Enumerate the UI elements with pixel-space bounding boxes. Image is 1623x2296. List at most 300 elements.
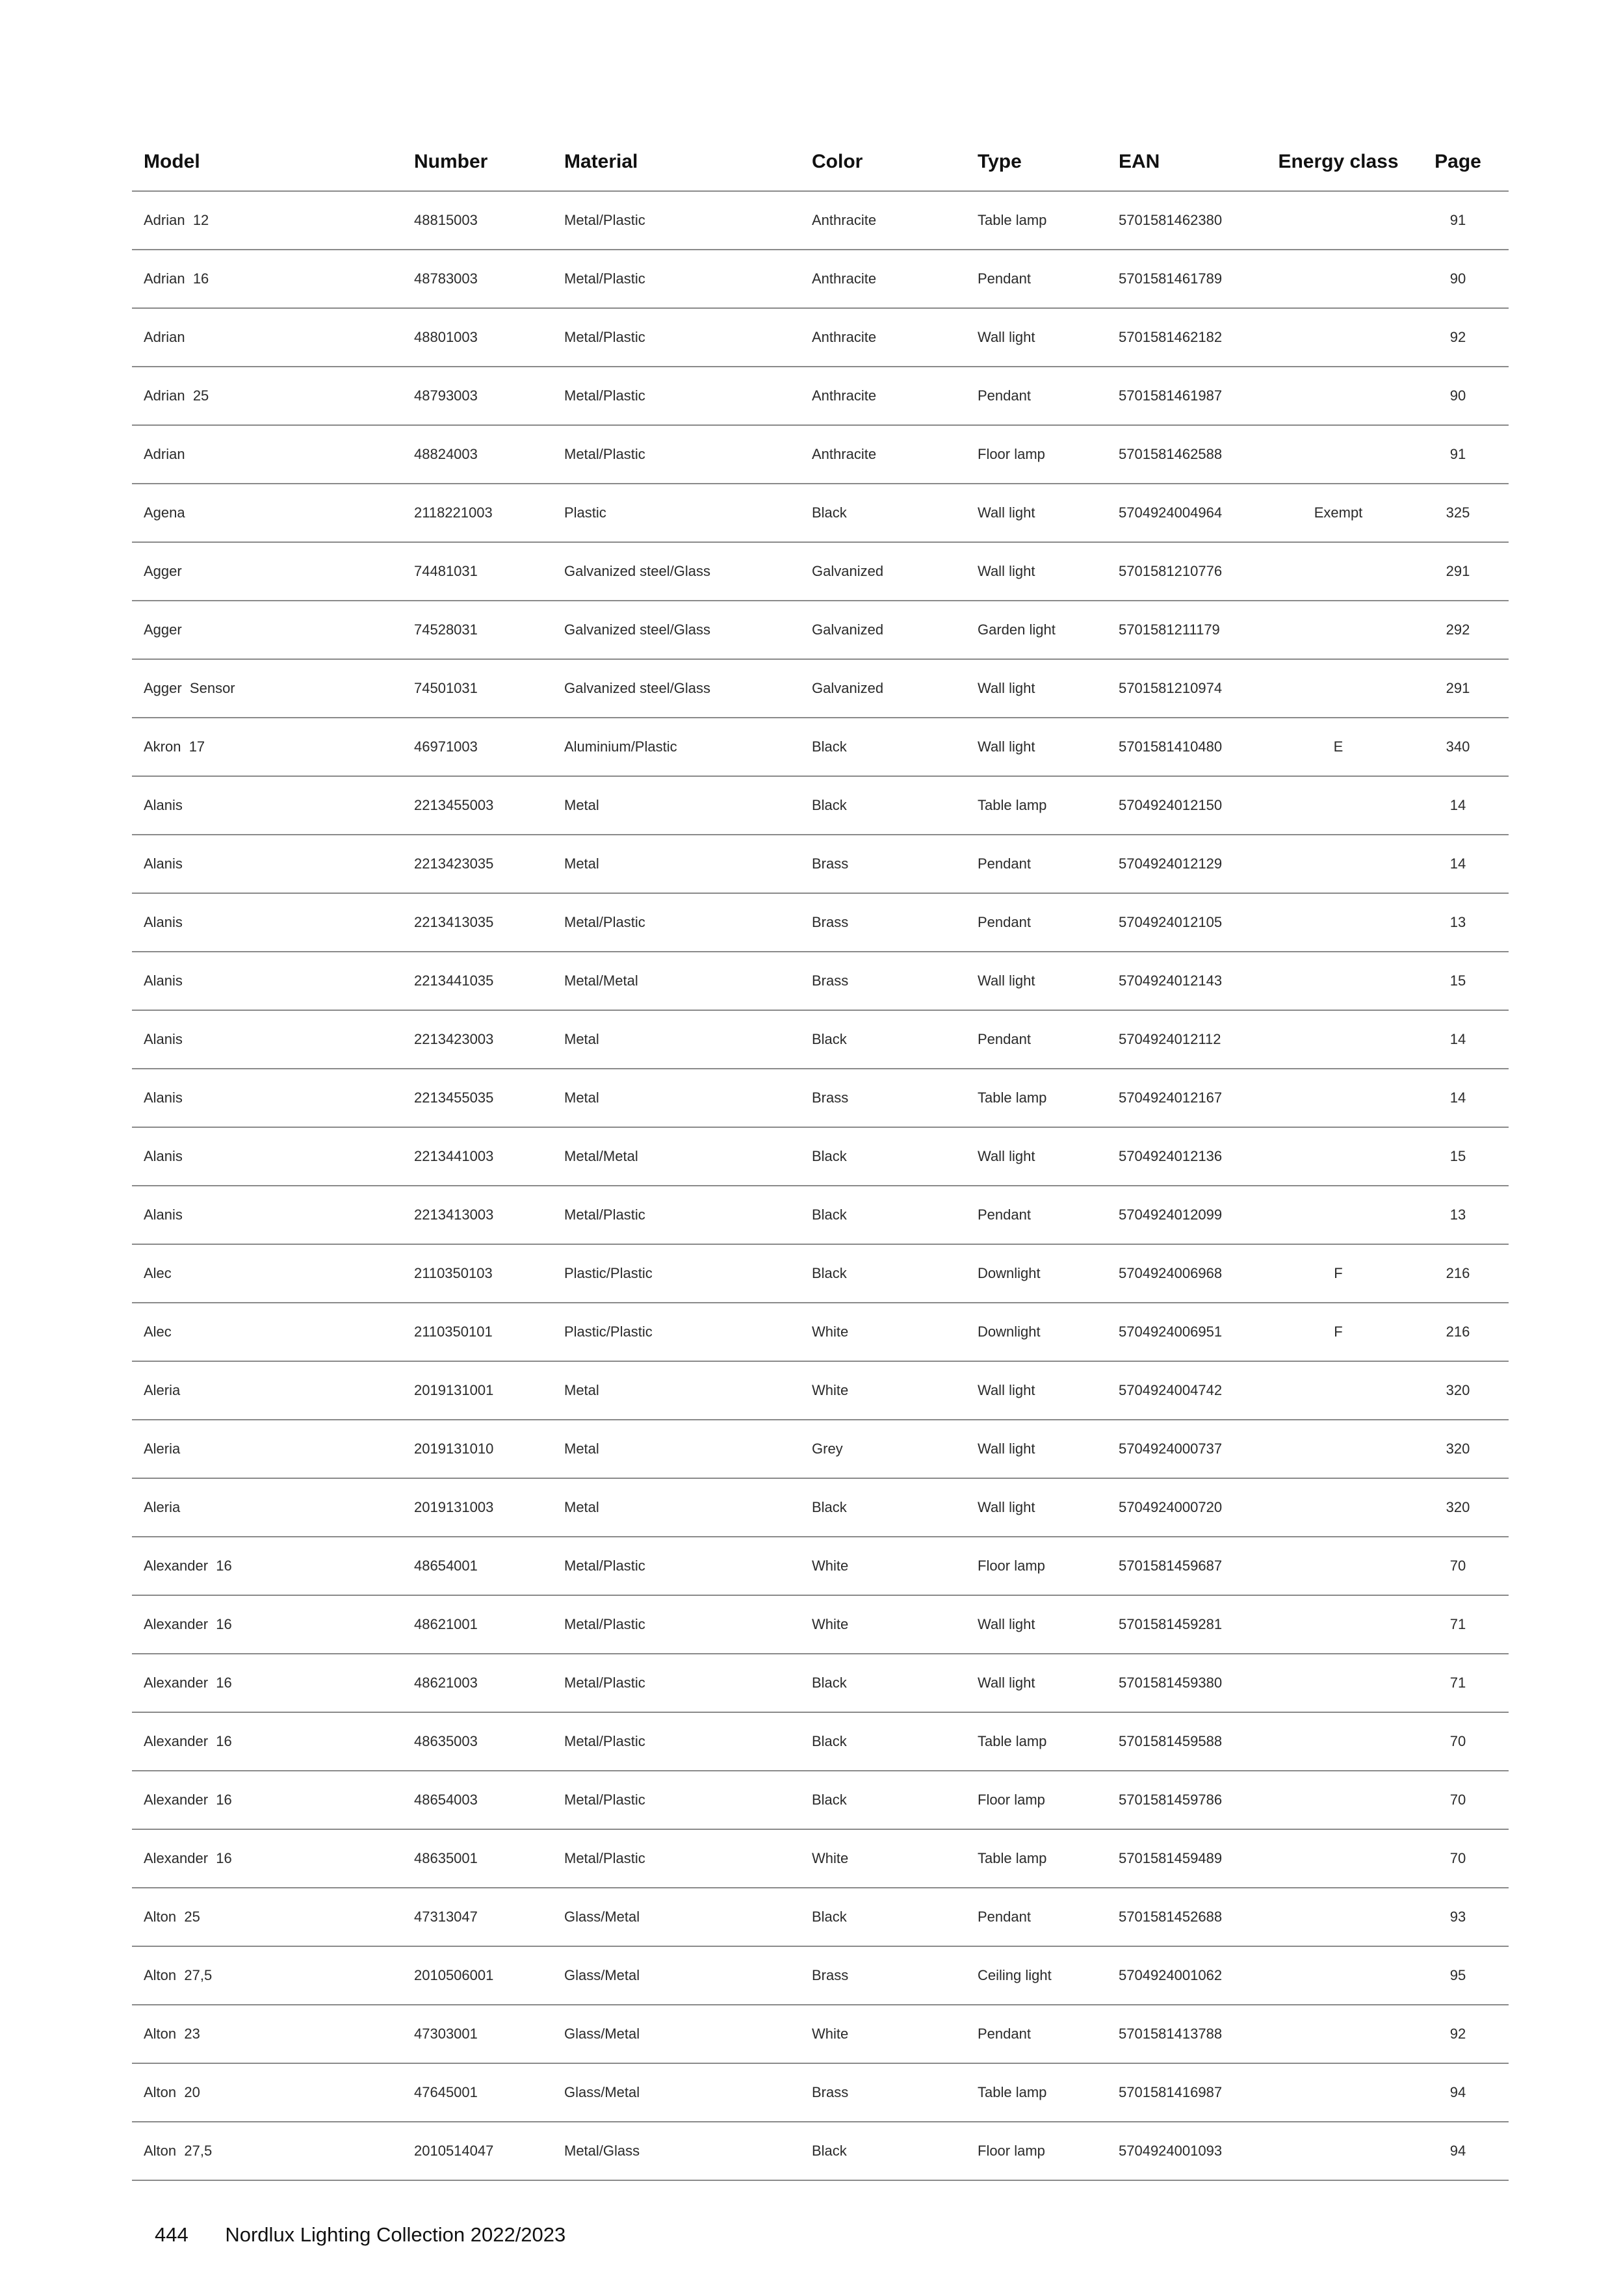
cell-model: Agger Sensor xyxy=(132,659,402,718)
table-row xyxy=(132,367,1509,425)
cell-material: Metal/Plastic xyxy=(552,367,800,425)
cell-energy-class xyxy=(1269,250,1407,308)
table-row xyxy=(132,1888,1509,1946)
cell-model: Alanis xyxy=(132,776,402,835)
cell-energy-class xyxy=(1269,2063,1407,2122)
cell-color: White xyxy=(800,1829,966,1888)
cell-color: Black xyxy=(800,1654,966,1712)
cell-material: Metal/Metal xyxy=(552,952,800,1010)
cell-type: Floor lamp xyxy=(966,1537,1107,1595)
cell-ean: 5701581211179 xyxy=(1107,601,1269,659)
cell-page: 95 xyxy=(1407,1946,1509,2005)
cell-material: Plastic xyxy=(552,484,800,542)
cell-energy-class xyxy=(1269,601,1407,659)
cell-number: 2110350101 xyxy=(402,1303,552,1361)
cell-type: Pendant xyxy=(966,367,1107,425)
cell-ean: 5701581462380 xyxy=(1107,191,1269,250)
cell-energy-class: E xyxy=(1269,718,1407,776)
cell-energy-class xyxy=(1269,1069,1407,1127)
cell-model: Alec xyxy=(132,1303,402,1361)
cell-material: Metal xyxy=(552,1361,800,1420)
header-material: Material xyxy=(552,133,800,191)
cell-material: Metal/Plastic xyxy=(552,1595,800,1654)
cell-ean: 5701581459588 xyxy=(1107,1712,1269,1771)
cell-energy-class xyxy=(1269,542,1407,601)
product-table xyxy=(132,133,1509,2181)
cell-page: 291 xyxy=(1407,659,1509,718)
table-row xyxy=(132,250,1509,308)
cell-ean: 5704924012150 xyxy=(1107,776,1269,835)
table-row xyxy=(132,1771,1509,1829)
cell-energy-class xyxy=(1269,1654,1407,1712)
table-row xyxy=(132,191,1509,250)
cell-number: 48621003 xyxy=(402,1654,552,1712)
table-row xyxy=(132,1361,1509,1420)
cell-ean: 5704924006968 xyxy=(1107,1244,1269,1303)
cell-material: Aluminium/Plastic xyxy=(552,718,800,776)
cell-ean: 5704924012112 xyxy=(1107,1010,1269,1069)
cell-number: 47645001 xyxy=(402,2063,552,2122)
cell-type: Wall light xyxy=(966,1654,1107,1712)
table-row xyxy=(132,2122,1509,2180)
cell-color: Brass xyxy=(800,952,966,1010)
cell-energy-class xyxy=(1269,425,1407,484)
cell-type: Floor lamp xyxy=(966,425,1107,484)
cell-energy-class xyxy=(1269,835,1407,893)
cell-energy-class xyxy=(1269,776,1407,835)
cell-page: 15 xyxy=(1407,952,1509,1010)
cell-energy-class xyxy=(1269,191,1407,250)
cell-material: Plastic/Plastic xyxy=(552,1244,800,1303)
cell-number: 48635001 xyxy=(402,1829,552,1888)
cell-color: Black xyxy=(800,718,966,776)
table-row xyxy=(132,542,1509,601)
cell-ean: 5701581210776 xyxy=(1107,542,1269,601)
cell-model: Adrian 25 xyxy=(132,367,402,425)
cell-type: Pendant xyxy=(966,835,1107,893)
cell-model: Alexander 16 xyxy=(132,1712,402,1771)
cell-material: Metal xyxy=(552,776,800,835)
cell-color: White xyxy=(800,1303,966,1361)
cell-type: Pendant xyxy=(966,250,1107,308)
cell-number: 2213423003 xyxy=(402,1010,552,1069)
cell-type: Table lamp xyxy=(966,1069,1107,1127)
table-row xyxy=(132,1478,1509,1537)
cell-number: 48783003 xyxy=(402,250,552,308)
cell-model: Alanis xyxy=(132,1010,402,1069)
cell-color: White xyxy=(800,1361,966,1420)
cell-color: Anthracite xyxy=(800,367,966,425)
cell-ean: 5704924001062 xyxy=(1107,1946,1269,2005)
cell-color: Brass xyxy=(800,893,966,952)
cell-ean: 5701581459380 xyxy=(1107,1654,1269,1712)
cell-model: Aleria xyxy=(132,1420,402,1478)
cell-material: Glass/Metal xyxy=(552,1946,800,2005)
cell-energy-class xyxy=(1269,659,1407,718)
cell-ean: 5701581459489 xyxy=(1107,1829,1269,1888)
cell-type: Wall light xyxy=(966,952,1107,1010)
cell-energy-class xyxy=(1269,1537,1407,1595)
table-row xyxy=(132,835,1509,893)
cell-ean: 5701581210974 xyxy=(1107,659,1269,718)
cell-material: Metal/Plastic xyxy=(552,1829,800,1888)
table-row xyxy=(132,1595,1509,1654)
cell-color: Anthracite xyxy=(800,191,966,250)
table-row xyxy=(132,1829,1509,1888)
cell-page: 90 xyxy=(1407,367,1509,425)
cell-type: Downlight xyxy=(966,1244,1107,1303)
cell-number: 48793003 xyxy=(402,367,552,425)
cell-material: Metal/Plastic xyxy=(552,1186,800,1244)
cell-energy-class xyxy=(1269,1010,1407,1069)
cell-type: Ceiling light xyxy=(966,1946,1107,2005)
cell-type: Wall light xyxy=(966,1420,1107,1478)
cell-page: 340 xyxy=(1407,718,1509,776)
cell-color: Galvanized xyxy=(800,659,966,718)
cell-energy-class xyxy=(1269,1712,1407,1771)
cell-number: 2010506001 xyxy=(402,1946,552,2005)
cell-color: Brass xyxy=(800,835,966,893)
table-row xyxy=(132,308,1509,367)
cell-model: Alton 27,5 xyxy=(132,1946,402,2005)
cell-page: 14 xyxy=(1407,1069,1509,1127)
cell-material: Metal/Plastic xyxy=(552,1771,800,1829)
cell-energy-class xyxy=(1269,1946,1407,2005)
cell-color: White xyxy=(800,2005,966,2063)
cell-material: Metal/Plastic xyxy=(552,425,800,484)
cell-page: 70 xyxy=(1407,1537,1509,1595)
cell-energy-class xyxy=(1269,952,1407,1010)
cell-number: 74481031 xyxy=(402,542,552,601)
cell-material: Metal/Plastic xyxy=(552,1537,800,1595)
cell-model: Agger xyxy=(132,601,402,659)
cell-material: Metal xyxy=(552,1069,800,1127)
cell-number: 2213455003 xyxy=(402,776,552,835)
cell-number: 2213413003 xyxy=(402,1186,552,1244)
cell-model: Alton 20 xyxy=(132,2063,402,2122)
cell-model: Alanis xyxy=(132,1186,402,1244)
cell-energy-class xyxy=(1269,2122,1407,2180)
cell-model: Alton 27,5 xyxy=(132,2122,402,2180)
cell-material: Galvanized steel/Glass xyxy=(552,601,800,659)
header-page: Page xyxy=(1407,133,1509,191)
cell-color: Black xyxy=(800,1127,966,1186)
cell-model: Alexander 16 xyxy=(132,1595,402,1654)
cell-model: Alton 23 xyxy=(132,2005,402,2063)
table-row xyxy=(132,1186,1509,1244)
cell-ean: 5701581461789 xyxy=(1107,250,1269,308)
cell-ean: 5701581461987 xyxy=(1107,367,1269,425)
table-body xyxy=(132,191,1509,2180)
cell-page: 71 xyxy=(1407,1595,1509,1654)
cell-ean: 5701581459687 xyxy=(1107,1537,1269,1595)
cell-type: Table lamp xyxy=(966,1829,1107,1888)
header-ean: EAN xyxy=(1107,133,1269,191)
cell-material: Glass/Metal xyxy=(552,2005,800,2063)
cell-color: Black xyxy=(800,1771,966,1829)
cell-model: Agena xyxy=(132,484,402,542)
cell-number: 2010514047 xyxy=(402,2122,552,2180)
cell-page: 70 xyxy=(1407,1829,1509,1888)
cell-energy-class xyxy=(1269,1478,1407,1537)
cell-number: 2110350103 xyxy=(402,1244,552,1303)
cell-number: 2213455035 xyxy=(402,1069,552,1127)
cell-page: 13 xyxy=(1407,1186,1509,1244)
cell-material: Metal xyxy=(552,1420,800,1478)
cell-energy-class xyxy=(1269,367,1407,425)
cell-number: 2213413035 xyxy=(402,893,552,952)
cell-number: 74501031 xyxy=(402,659,552,718)
cell-page: 91 xyxy=(1407,191,1509,250)
cell-number: 47313047 xyxy=(402,1888,552,1946)
header-number: Number xyxy=(402,133,552,191)
cell-type: Pendant xyxy=(966,2005,1107,2063)
cell-ean: 5704924000720 xyxy=(1107,1478,1269,1537)
cell-color: Black xyxy=(800,1186,966,1244)
table-row xyxy=(132,1127,1509,1186)
cell-number: 48635003 xyxy=(402,1712,552,1771)
cell-type: Pendant xyxy=(966,893,1107,952)
cell-number: 2019131001 xyxy=(402,1361,552,1420)
cell-ean: 5701581416987 xyxy=(1107,2063,1269,2122)
cell-page: 94 xyxy=(1407,2122,1509,2180)
cell-ean: 5704924006951 xyxy=(1107,1303,1269,1361)
cell-number: 2118221003 xyxy=(402,484,552,542)
cell-color: Brass xyxy=(800,1946,966,2005)
cell-number: 74528031 xyxy=(402,601,552,659)
cell-model: Alanis xyxy=(132,1127,402,1186)
header-color: Color xyxy=(800,133,966,191)
cell-type: Wall light xyxy=(966,718,1107,776)
cell-page: 15 xyxy=(1407,1127,1509,1186)
cell-page: 14 xyxy=(1407,776,1509,835)
cell-type: Table lamp xyxy=(966,1712,1107,1771)
page-number: 444 xyxy=(155,2223,188,2246)
cell-type: Wall light xyxy=(966,1595,1107,1654)
table-row xyxy=(132,1946,1509,2005)
cell-type: Floor lamp xyxy=(966,1771,1107,1829)
cell-material: Glass/Metal xyxy=(552,1888,800,1946)
cell-model: Alanis xyxy=(132,893,402,952)
cell-page: 93 xyxy=(1407,1888,1509,1946)
cell-type: Table lamp xyxy=(966,191,1107,250)
table-header-row xyxy=(132,133,1509,191)
cell-energy-class xyxy=(1269,1829,1407,1888)
table-row xyxy=(132,1712,1509,1771)
table-row xyxy=(132,1537,1509,1595)
cell-color: Anthracite xyxy=(800,308,966,367)
cell-material: Metal/Metal xyxy=(552,1127,800,1186)
table-row xyxy=(132,2005,1509,2063)
cell-ean: 5701581459786 xyxy=(1107,1771,1269,1829)
cell-ean: 5704924000737 xyxy=(1107,1420,1269,1478)
header-energy-class: Energy class xyxy=(1269,133,1407,191)
cell-color: Galvanized xyxy=(800,542,966,601)
cell-ean: 5701581413788 xyxy=(1107,2005,1269,2063)
table-row xyxy=(132,601,1509,659)
cell-model: Alec xyxy=(132,1244,402,1303)
cell-type: Wall light xyxy=(966,1127,1107,1186)
table-row xyxy=(132,659,1509,718)
cell-number: 2213441035 xyxy=(402,952,552,1010)
cell-ean: 5701581462588 xyxy=(1107,425,1269,484)
cell-type: Wall light xyxy=(966,659,1107,718)
table-row xyxy=(132,776,1509,835)
cell-energy-class xyxy=(1269,1127,1407,1186)
table-row xyxy=(132,1069,1509,1127)
cell-energy-class: Exempt xyxy=(1269,484,1407,542)
cell-number: 48654001 xyxy=(402,1537,552,1595)
cell-number: 2213441003 xyxy=(402,1127,552,1186)
cell-energy-class: F xyxy=(1269,1303,1407,1361)
cell-type: Wall light xyxy=(966,542,1107,601)
cell-ean: 5701581462182 xyxy=(1107,308,1269,367)
cell-page: 14 xyxy=(1407,835,1509,893)
cell-color: White xyxy=(800,1595,966,1654)
cell-page: 92 xyxy=(1407,308,1509,367)
cell-ean: 5704924012143 xyxy=(1107,952,1269,1010)
cell-material: Metal xyxy=(552,835,800,893)
cell-material: Metal/Plastic xyxy=(552,893,800,952)
cell-color: Black xyxy=(800,776,966,835)
cell-number: 48824003 xyxy=(402,425,552,484)
table-row xyxy=(132,1654,1509,1712)
cell-energy-class xyxy=(1269,1186,1407,1244)
cell-type: Table lamp xyxy=(966,2063,1107,2122)
cell-model: Adrian 12 xyxy=(132,191,402,250)
cell-material: Glass/Metal xyxy=(552,2063,800,2122)
cell-ean: 5704924004742 xyxy=(1107,1361,1269,1420)
cell-page: 70 xyxy=(1407,1771,1509,1829)
cell-model: Alanis xyxy=(132,952,402,1010)
cell-model: Agger xyxy=(132,542,402,601)
cell-page: 216 xyxy=(1407,1303,1509,1361)
cell-number: 48621001 xyxy=(402,1595,552,1654)
cell-energy-class xyxy=(1269,893,1407,952)
page-footer xyxy=(155,2223,565,2247)
cell-type: Downlight xyxy=(966,1303,1107,1361)
cell-type: Table lamp xyxy=(966,776,1107,835)
cell-page: 291 xyxy=(1407,542,1509,601)
cell-energy-class xyxy=(1269,1771,1407,1829)
cell-model: Alexander 16 xyxy=(132,1771,402,1829)
cell-energy-class xyxy=(1269,2005,1407,2063)
cell-page: 92 xyxy=(1407,2005,1509,2063)
cell-color: Black xyxy=(800,1712,966,1771)
table-row xyxy=(132,425,1509,484)
cell-color: Anthracite xyxy=(800,425,966,484)
cell-color: Black xyxy=(800,2122,966,2180)
cell-page: 91 xyxy=(1407,425,1509,484)
cell-number: 2019131010 xyxy=(402,1420,552,1478)
table-row xyxy=(132,1420,1509,1478)
cell-type: Garden light xyxy=(966,601,1107,659)
cell-type: Wall light xyxy=(966,484,1107,542)
cell-model: Alanis xyxy=(132,1069,402,1127)
cell-ean: 5701581459281 xyxy=(1107,1595,1269,1654)
cell-number: 48801003 xyxy=(402,308,552,367)
table-row xyxy=(132,484,1509,542)
cell-color: White xyxy=(800,1537,966,1595)
cell-model: Alton 25 xyxy=(132,1888,402,1946)
cell-ean: 5704924012167 xyxy=(1107,1069,1269,1127)
cell-energy-class xyxy=(1269,1595,1407,1654)
cell-model: Alanis xyxy=(132,835,402,893)
cell-ean: 5704924012105 xyxy=(1107,893,1269,952)
cell-number: 48815003 xyxy=(402,191,552,250)
cell-number: 2213423035 xyxy=(402,835,552,893)
cell-energy-class xyxy=(1269,1361,1407,1420)
cell-model: Aleria xyxy=(132,1361,402,1420)
cell-page: 292 xyxy=(1407,601,1509,659)
cell-type: Pendant xyxy=(966,1010,1107,1069)
cell-ean: 5701581410480 xyxy=(1107,718,1269,776)
cell-page: 216 xyxy=(1407,1244,1509,1303)
cell-ean: 5704924004964 xyxy=(1107,484,1269,542)
cell-color: Brass xyxy=(800,1069,966,1127)
cell-energy-class xyxy=(1269,308,1407,367)
cell-material: Galvanized steel/Glass xyxy=(552,659,800,718)
cell-page: 325 xyxy=(1407,484,1509,542)
cell-page: 13 xyxy=(1407,893,1509,952)
cell-page: 320 xyxy=(1407,1361,1509,1420)
table-row xyxy=(132,893,1509,952)
table-row xyxy=(132,1010,1509,1069)
cell-ean: 5704924012099 xyxy=(1107,1186,1269,1244)
table-row xyxy=(132,1244,1509,1303)
cell-energy-class: F xyxy=(1269,1244,1407,1303)
cell-page: 70 xyxy=(1407,1712,1509,1771)
cell-ean: 5701581452688 xyxy=(1107,1888,1269,1946)
cell-color: Black xyxy=(800,1478,966,1537)
cell-model: Adrian 16 xyxy=(132,250,402,308)
cell-color: Black xyxy=(800,1010,966,1069)
cell-material: Plastic/Plastic xyxy=(552,1303,800,1361)
cell-color: Black xyxy=(800,1244,966,1303)
cell-type: Wall light xyxy=(966,308,1107,367)
cell-color: Brass xyxy=(800,2063,966,2122)
cell-page: 71 xyxy=(1407,1654,1509,1712)
table-row xyxy=(132,2063,1509,2122)
cell-page: 320 xyxy=(1407,1420,1509,1478)
cell-page: 14 xyxy=(1407,1010,1509,1069)
cell-material: Metal xyxy=(552,1010,800,1069)
cell-color: Black xyxy=(800,484,966,542)
catalog-title: Nordlux Lighting Collection 2022/2023 xyxy=(225,2223,566,2246)
cell-type: Wall light xyxy=(966,1478,1107,1537)
cell-energy-class xyxy=(1269,1420,1407,1478)
cell-ean: 5704924001093 xyxy=(1107,2122,1269,2180)
cell-type: Floor lamp xyxy=(966,2122,1107,2180)
cell-material: Metal/Plastic xyxy=(552,1654,800,1712)
cell-color: Anthracite xyxy=(800,250,966,308)
cell-model: Adrian xyxy=(132,308,402,367)
cell-type: Wall light xyxy=(966,1361,1107,1420)
table-row xyxy=(132,718,1509,776)
header-model: Model xyxy=(132,133,402,191)
cell-model: Alexander 16 xyxy=(132,1537,402,1595)
cell-model: Aleria xyxy=(132,1478,402,1537)
header-type: Type xyxy=(966,133,1107,191)
cell-type: Pendant xyxy=(966,1186,1107,1244)
cell-ean: 5704924012129 xyxy=(1107,835,1269,893)
cell-number: 46971003 xyxy=(402,718,552,776)
cell-number: 48654003 xyxy=(402,1771,552,1829)
cell-material: Metal xyxy=(552,1478,800,1537)
cell-material: Metal/Plastic xyxy=(552,250,800,308)
cell-material: Metal/Plastic xyxy=(552,308,800,367)
cell-page: 90 xyxy=(1407,250,1509,308)
